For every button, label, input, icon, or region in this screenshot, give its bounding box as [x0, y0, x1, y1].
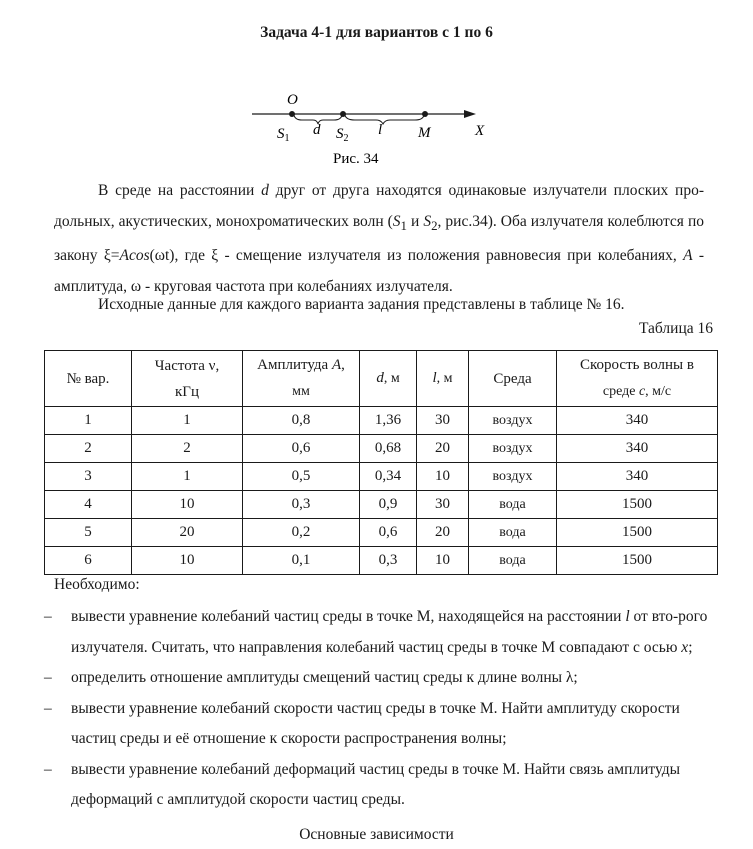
text: В среде на расстоянии	[98, 182, 262, 199]
cell-speed: 1500	[557, 519, 718, 547]
axis-diagram	[240, 85, 510, 170]
cell-var: 6	[45, 547, 132, 575]
problem-description	[54, 176, 704, 302]
var-s1: S	[392, 212, 401, 230]
cell-var: 4	[45, 491, 132, 519]
cell-l: 20	[417, 519, 469, 547]
cell-amp: 0,6	[243, 435, 360, 463]
section-heading: Основные зависимости	[299, 826, 454, 843]
requirements-title: Необходимо:	[54, 576, 140, 593]
header-medium: Среда	[469, 351, 557, 407]
cell-medium: вода	[469, 547, 557, 575]
cell-speed: 340	[557, 463, 718, 491]
page-title: Задача 4-1 для вариантов с 1 по 6	[260, 24, 493, 41]
dash-bullet: –	[44, 669, 52, 686]
text: вывести уравнение колебаний скорости частиц среды в точке М. Найти амплитуду скорости частиц среды и её отношение к скорости распространения волны;	[71, 699, 680, 747]
header-frequency: Частота ν, кГц	[132, 351, 243, 407]
figure-34	[240, 85, 510, 170]
cell-medium: вода	[469, 491, 557, 519]
var-s2: S	[423, 212, 432, 230]
cell-l: 20	[417, 435, 469, 463]
label-x: X	[475, 123, 485, 139]
cell-l: 10	[417, 547, 469, 575]
cell-speed: 1500	[557, 491, 718, 519]
cell-var: 5	[45, 519, 132, 547]
cell-amp: 0,5	[243, 463, 360, 491]
cell-medium: воздух	[469, 407, 557, 435]
table-row	[45, 491, 718, 519]
table-header-row	[45, 351, 718, 407]
table-caption: Таблица 16	[638, 320, 713, 337]
cell-freq: 10	[132, 491, 243, 519]
cell-speed: 1500	[557, 547, 718, 575]
text: (ωt), где ξ - смещение излучателя из положения равновесия при колебаниях,	[149, 247, 684, 265]
cell-d: 0,34	[360, 463, 417, 491]
text: вывести уравнение колебаний деформаций частиц среды в точке М. Найти связь амплитуды деформаций с амплитудой скорости частиц среды.	[71, 760, 681, 808]
cell-speed: 340	[557, 407, 718, 435]
brace-l	[345, 115, 424, 124]
text: , рис.34). Оба излучателя колеблются по закону ξ=	[54, 212, 704, 265]
requirement-item	[44, 755, 709, 816]
cell-freq: 2	[132, 435, 243, 463]
formula: Acos	[119, 247, 150, 265]
cell-freq: 1	[132, 407, 243, 435]
requirement-item	[44, 694, 709, 755]
sub-1: 1	[400, 217, 407, 233]
cell-var: 2	[45, 435, 132, 463]
table-row	[45, 519, 718, 547]
text: определить отношение амплитуды смещений частиц среды к длине волны λ;	[71, 669, 578, 686]
table-row	[45, 547, 718, 575]
header-variant: № вар.	[45, 351, 132, 407]
var-x: x	[681, 638, 689, 656]
label-d: d	[313, 122, 321, 138]
cell-l: 10	[417, 463, 469, 491]
label-s1: $S_1$	[277, 126, 290, 144]
label-s2: $S_2$	[336, 126, 349, 144]
text: от вто-рого излучателя. Считать, что направления колебаний частиц среды в точке М совпадают с осью	[71, 608, 708, 656]
dash-bullet: –	[44, 699, 52, 717]
cell-medium: воздух	[469, 435, 557, 463]
x-axis-arrow-icon	[464, 110, 476, 118]
label-m: M	[418, 125, 431, 141]
dash-bullet: –	[44, 760, 52, 778]
text: друг от друга находятся одинаковые излучатели плоских про-дольных, акустических, монохроматических волн (	[54, 182, 705, 230]
cell-amp: 0,8	[243, 407, 360, 435]
point-m	[422, 111, 428, 117]
cell-var: 3	[45, 463, 132, 491]
label-origin: O	[287, 92, 298, 108]
cell-d: 1,36	[360, 407, 417, 435]
cell-l: 30	[417, 491, 469, 519]
requirement-item	[44, 663, 709, 694]
table-row	[45, 463, 718, 491]
cell-freq: 1	[132, 463, 243, 491]
cell-var: 1	[45, 407, 132, 435]
figure-caption: Рис. 34	[333, 151, 379, 167]
cell-d: 0,3	[360, 547, 417, 575]
var-l: l	[625, 608, 630, 625]
header-l: l, м	[417, 351, 469, 407]
cell-l: 30	[417, 407, 469, 435]
text: вывести уравнение колебаний частиц среды в точке М, находящейся на расстоянии	[71, 608, 626, 625]
cell-speed: 340	[557, 435, 718, 463]
cell-d: 0,9	[360, 491, 417, 519]
data-table	[44, 350, 718, 575]
dash-bullet: –	[44, 608, 52, 625]
requirement-item	[44, 602, 709, 663]
var-d: d	[261, 182, 269, 199]
var-a: A	[683, 247, 693, 265]
sub-2: 2	[431, 217, 438, 233]
cell-d: 0,68	[360, 435, 417, 463]
text: и	[407, 212, 424, 230]
cell-freq: 20	[132, 519, 243, 547]
cell-amp: 0,2	[243, 519, 360, 547]
cell-medium: воздух	[469, 463, 557, 491]
header-speed: Скорость волны в среде c, м/с	[557, 351, 718, 407]
cell-amp: 0,3	[243, 491, 360, 519]
cell-d: 0,6	[360, 519, 417, 547]
table-row	[45, 435, 718, 463]
cell-medium: вода	[469, 519, 557, 547]
text: - амплитуда, ω - круговая частота при колебаниях излучателя.	[54, 247, 704, 295]
table-row	[45, 407, 718, 435]
text: ;	[688, 638, 693, 656]
requirements-list	[44, 602, 709, 816]
header-d: d, м	[360, 351, 417, 407]
table-reference: Исходные данные для каждого варианта задания представлены в таблице № 16.	[98, 296, 625, 313]
cell-amp: 0,1	[243, 547, 360, 575]
label-l: l	[378, 122, 383, 138]
cell-freq: 10	[132, 547, 243, 575]
header-amplitude: Амплитуда A, мм	[243, 351, 360, 407]
